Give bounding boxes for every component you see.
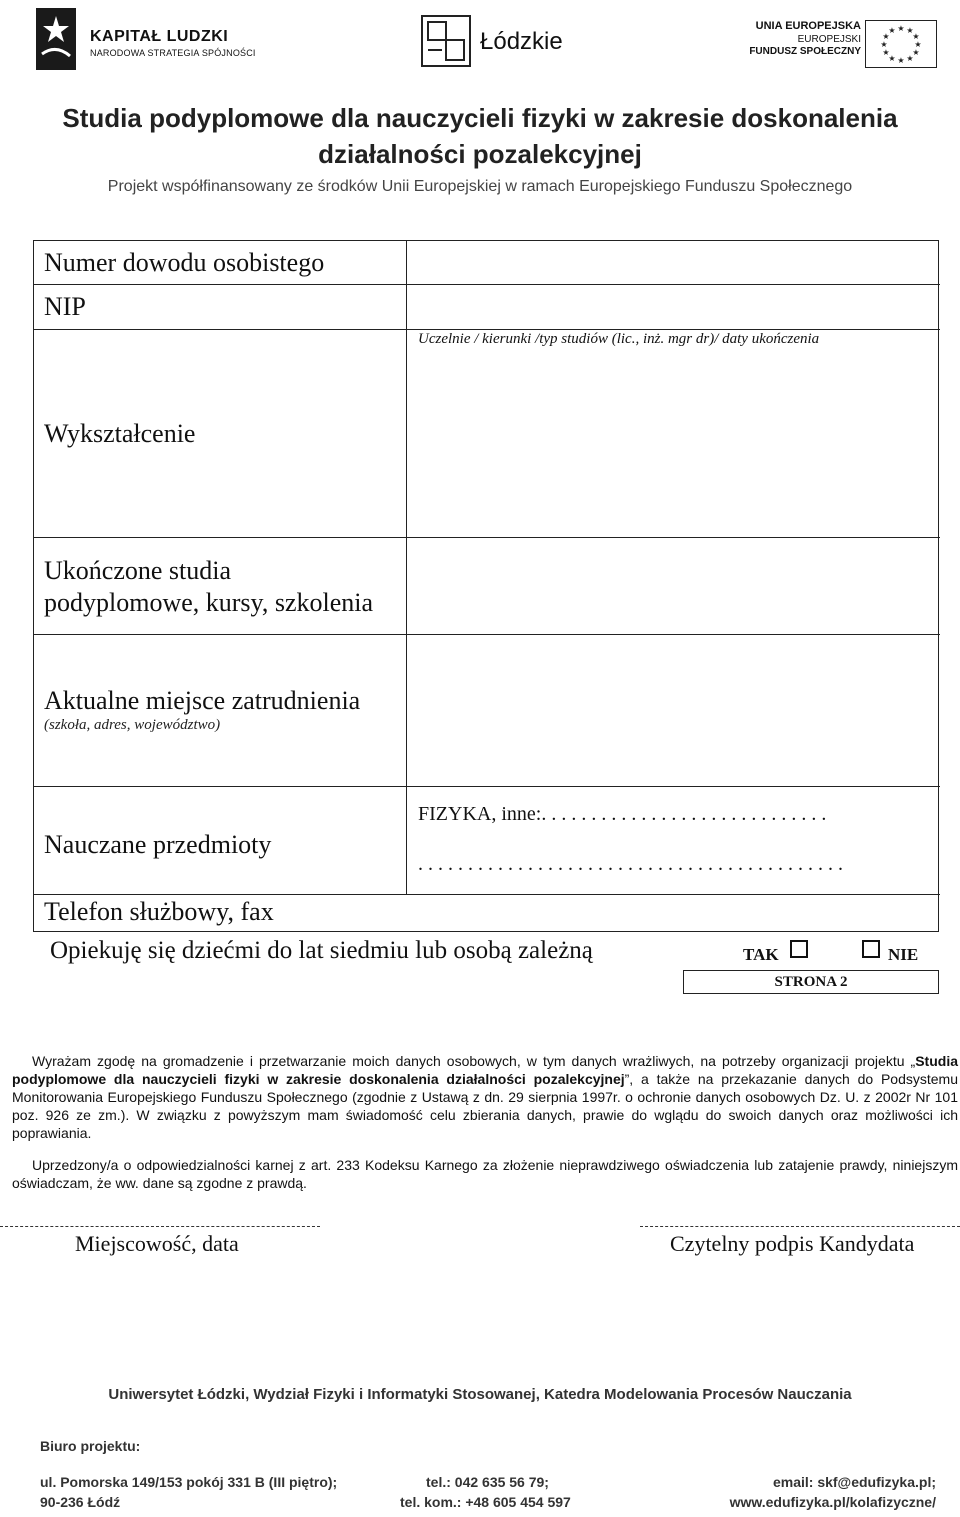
svg-text:★: ★ <box>906 26 914 35</box>
application-form-table <box>33 240 939 932</box>
svg-text:★: ★ <box>906 54 914 63</box>
postgrad-label-line1: Ukończone studia <box>44 556 232 585</box>
svg-text:★: ★ <box>914 40 922 49</box>
caring-question: Opiekuję się dziećmi do lat siedmiu lub osobą zależną <box>50 937 593 964</box>
page-number-box: STRONA 2 <box>683 970 939 994</box>
footer-address2: 90-236 Łódź <box>40 1494 121 1510</box>
signature-label: Czytelny podpis Kandydata <box>670 1231 915 1256</box>
ue-line2: EUROPEJSKI <box>797 34 861 45</box>
footer-email[interactable]: email: skf@edufizyka.pl; <box>772 1474 936 1490</box>
declaration-text: Uprzedzony/a o odpowiedzialności karnej z art. 233 Kodeksu Karnego za złożenie nieprawdziwego oświadczenia lub zatajenie prawdy, niniejszym oświadczam, że ww. dane są zgodne z prawdą. <box>12 1157 958 1191</box>
phone-label: Telefon służbowy, fax <box>44 897 274 926</box>
page-title <box>0 100 960 172</box>
tak-label: TAK <box>743 945 779 964</box>
subjects-dots-line: . . . . . . . . . . . . . . . . . . . . . . . . . . . . . . . . . . . . . . . . . . . <box>418 853 843 875</box>
footer-tel-kom: tel. kom.: +48 605 454 597 <box>400 1494 571 1510</box>
employment-hint: (szkoła, adres, województwo) <box>44 717 221 733</box>
footer-tel: tel.: 042 635 56 79; <box>426 1474 549 1490</box>
place-date-line <box>0 1226 320 1227</box>
consent-project-name: Studia podyplomowe dla nauczycieli fizyki w zakresie doskonalenia działalności pozalekcyjnej <box>12 1053 958 1087</box>
eu-flag-icon <box>865 20 937 68</box>
title-line-2: działalności pozalekcyjnej <box>318 139 642 169</box>
nip-field[interactable] <box>407 285 938 329</box>
svg-text:★: ★ <box>897 24 905 33</box>
footer-www[interactable]: www.edufizyka.pl/kolafizyczne/ <box>729 1494 936 1510</box>
lodzkie-name: Łódzkie <box>480 28 563 55</box>
education-label: Wykształcenie <box>44 419 196 448</box>
title-line-1: Studia podyplomowe dla nauczycieli fizyki w zakresie doskonalenia <box>62 103 898 133</box>
svg-text:★: ★ <box>912 32 920 41</box>
svg-text:★: ★ <box>882 48 890 57</box>
svg-text:★: ★ <box>888 26 896 35</box>
tak-checkbox[interactable] <box>790 940 808 958</box>
ue-line3: FUNDUSZ SPOŁECZNY <box>749 46 861 57</box>
phone-field[interactable] <box>407 895 938 931</box>
postgrad-field[interactable] <box>407 538 938 634</box>
footer-office-label: Biuro projektu: <box>40 1438 141 1454</box>
footer-address1: ul. Pomorska 149/153 pokój 331 B (III piętro); <box>40 1474 338 1490</box>
svg-text:★: ★ <box>897 56 905 65</box>
nip-label: NIP <box>44 292 86 321</box>
ue-logo <box>749 18 945 68</box>
svg-text:★: ★ <box>888 54 896 63</box>
page-subtitle: Projekt współfinansowany ze środków Unii Europejskiej w ramach Europejskiego Funduszu Społecznego <box>107 178 853 195</box>
postgrad-label-line2: podyplomowe, kursy, szkolenia <box>44 588 374 617</box>
nie-checkbox[interactable] <box>862 940 880 958</box>
education-field[interactable] <box>407 351 938 537</box>
consent-text-part2: ”, a także na przekazanie danych do Podsystemu Monitorowania Europejskiego Funduszu Społecznego (zgodnie z Ustawą z dn. 29 sierpnia 1997r. o ochronie danych osobowych Dz. U. z 2002r Nr 101 poz. 926 ze zm.). W związku z powyższym mam świadomość celu zbierania danych, prawie do wglądu do swoich danych oraz możliwości ich poprawiania. <box>12 1071 958 1141</box>
signature-line <box>640 1226 960 1227</box>
id-card-field[interactable] <box>407 241 938 284</box>
table-row-divider <box>34 786 940 787</box>
svg-text:★: ★ <box>882 32 890 41</box>
nie-label: NIE <box>888 945 919 964</box>
svg-text:★: ★ <box>880 40 888 49</box>
table-row-divider <box>34 329 940 330</box>
education-hint: Uczelnie / kierunki /typ studiów (lic., inż. mgr dr)/ daty ukończenia <box>418 331 820 347</box>
id-card-label: Numer dowodu osobistego <box>44 248 325 277</box>
kapital-ludzki-logo <box>36 8 266 72</box>
subjects-value[interactable]: FIZYKA, inne:. . . . . . . . . . . . . . . . . . . . . . . . . . . . . <box>418 803 827 825</box>
lodzkie-logo <box>420 14 570 70</box>
consent-paragraph <box>12 1052 958 1142</box>
kapital-ludzki-emblem-icon <box>36 8 76 70</box>
kapital-ludzki-name: KAPITAŁ LUDZKI <box>90 28 229 45</box>
subjects-label: Nauczane przedmioty <box>44 830 272 859</box>
kapital-ludzki-subtitle: NARODOWA STRATEGIA SPÓJNOŚCI <box>90 48 256 58</box>
declaration-paragraph <box>12 1156 958 1192</box>
place-date-label: Miejscowość, data <box>75 1231 239 1256</box>
svg-text:★: ★ <box>912 48 920 57</box>
ue-line1: UNIA EUROPEJSKA <box>755 20 861 32</box>
employment-label: Aktualne miejsce zatrudnienia <box>44 686 361 715</box>
lodzkie-emblem-icon <box>420 14 472 68</box>
consent-text-part1: Wyrażam zgodę na gromadzenie i przetwarzanie moich danych osobowych, w tym danych wrażliwych, na potrzeby organizacji projektu „ <box>32 1053 916 1069</box>
footer-institution: Uniwersytet Łódzki, Wydział Fizyki i Informatyki Stosowanej, Katedra Modelowania Procesów Nauczania <box>108 1386 852 1403</box>
employment-field[interactable] <box>407 635 938 786</box>
